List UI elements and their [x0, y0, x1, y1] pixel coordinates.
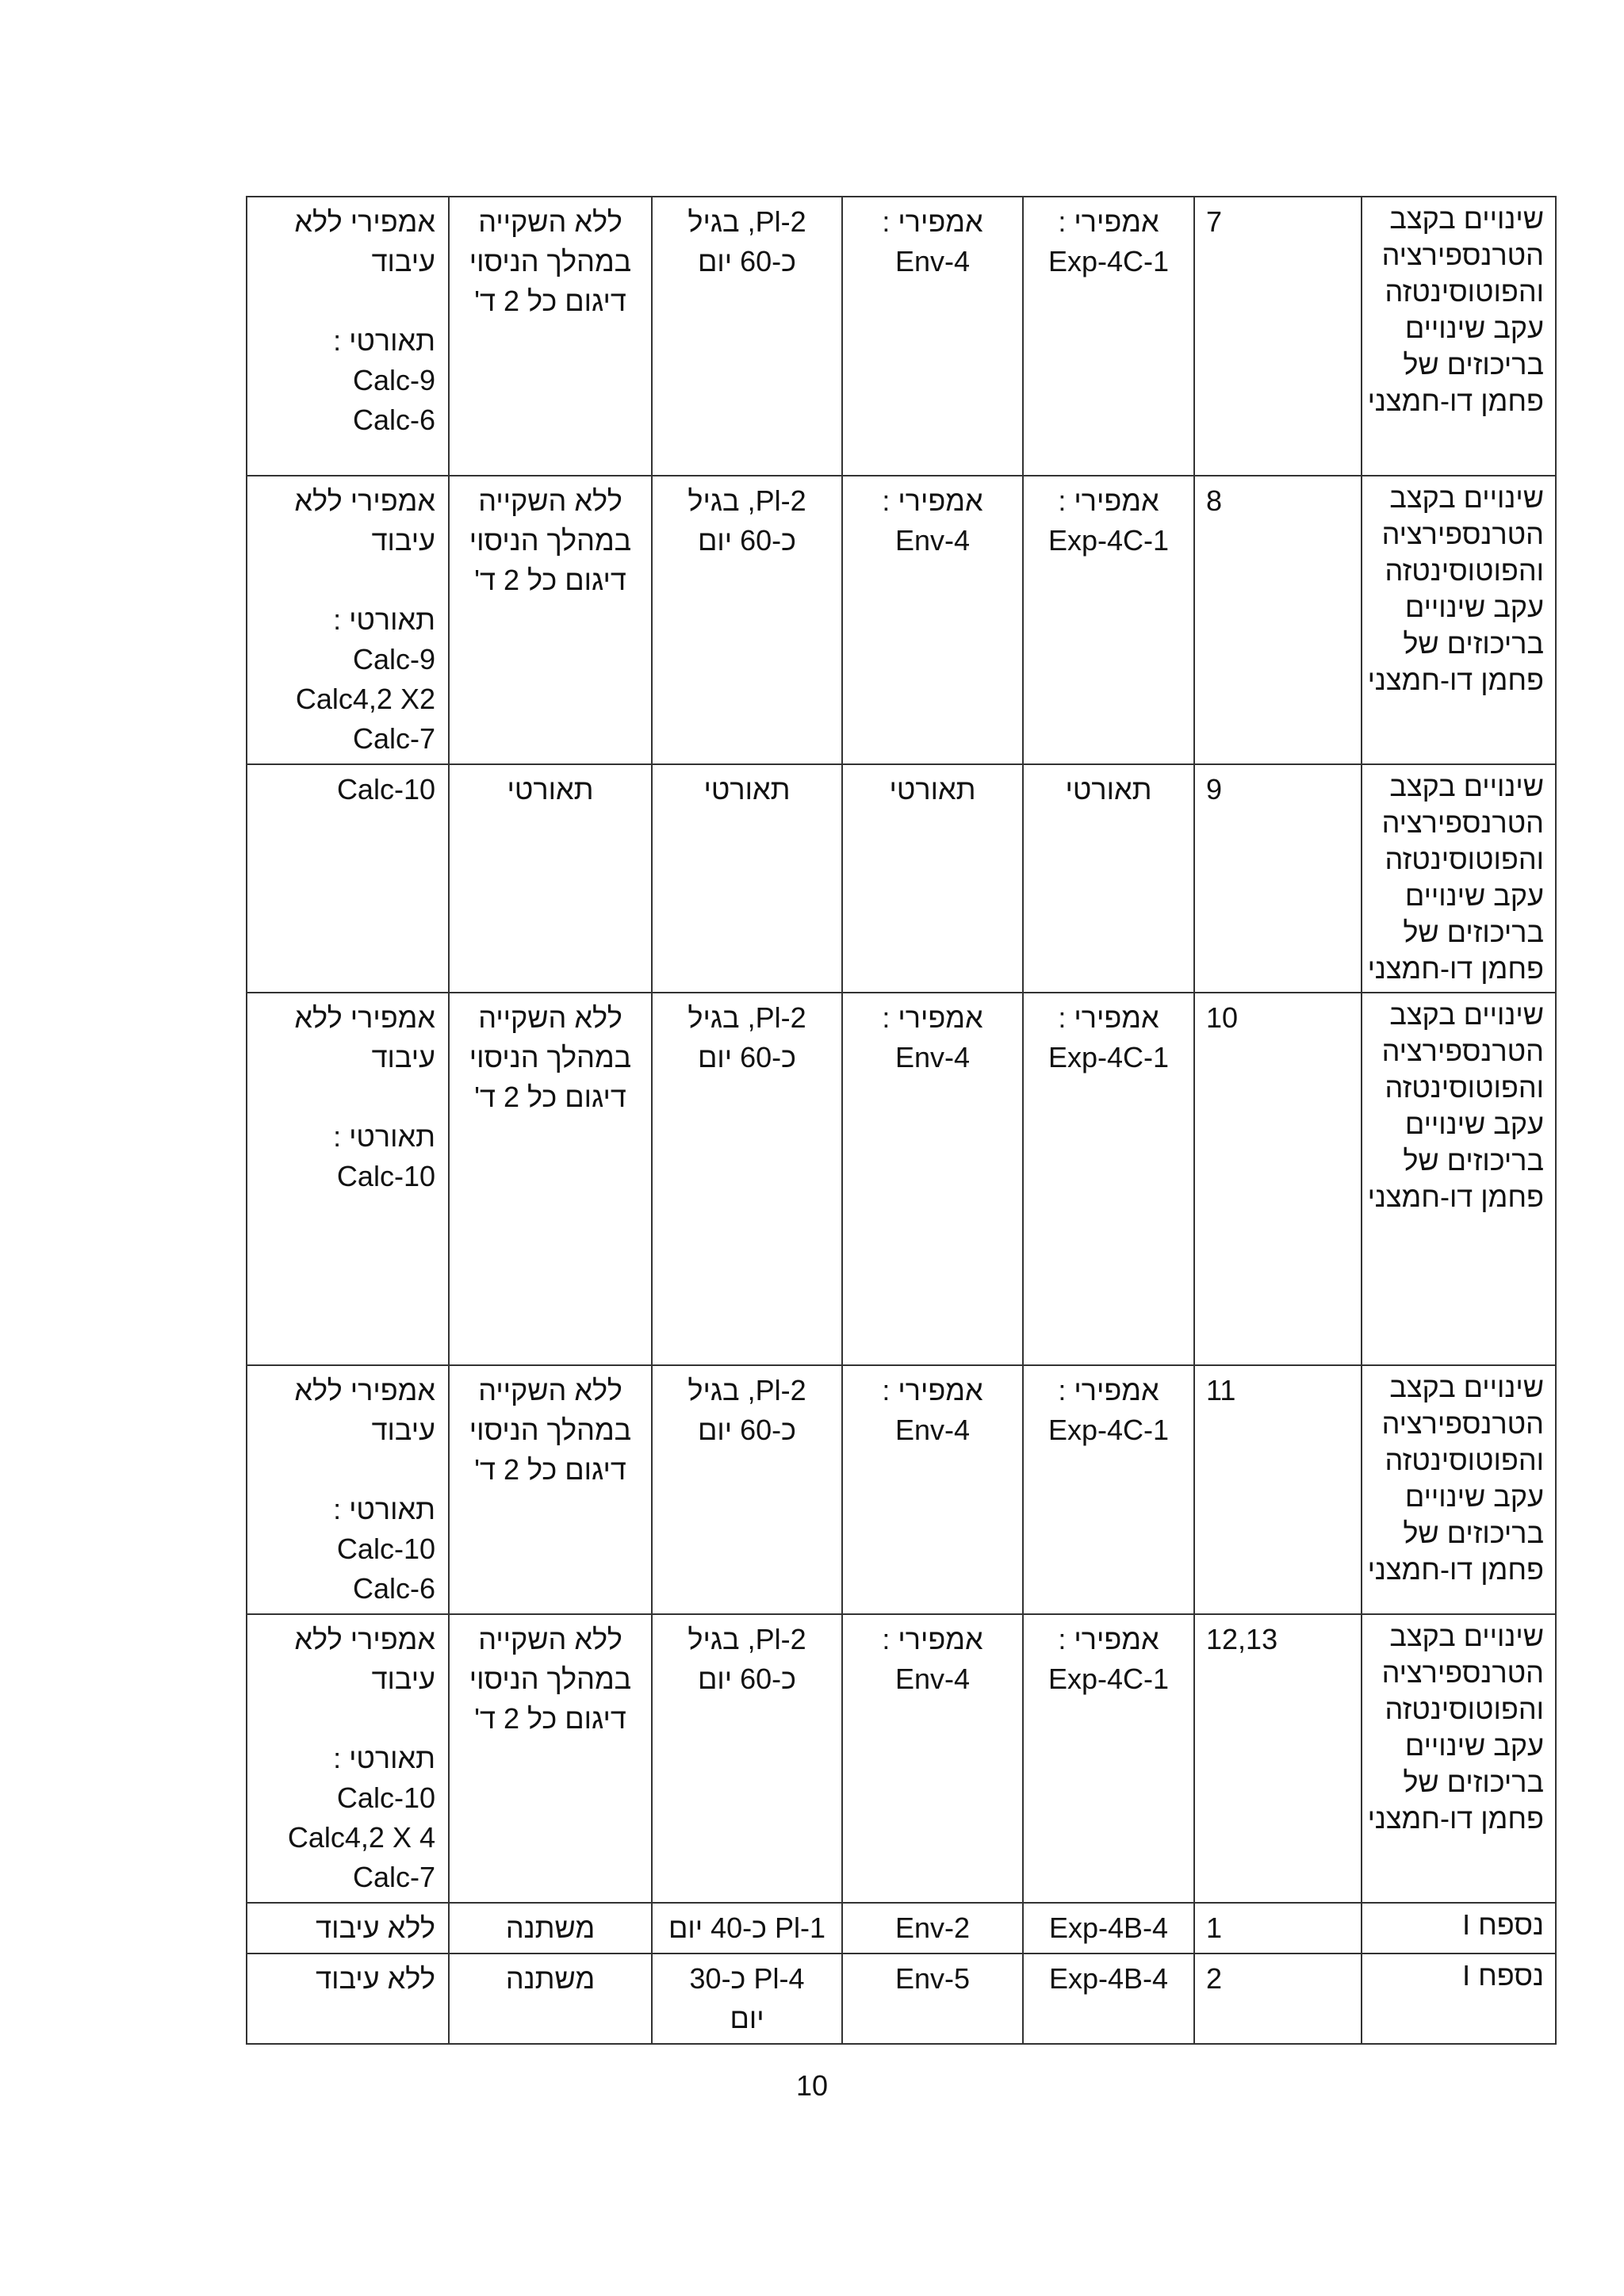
cell-line: עקב שינויים [1404, 1729, 1544, 1762]
cell-line: תאורטי : [333, 1120, 435, 1153]
cell-line: בריכוזים של [1403, 348, 1544, 381]
cell-line: 10 [1206, 1001, 1239, 1034]
processing-cell [247, 764, 449, 993]
environment-cell [842, 993, 1023, 1365]
cell-line: ללא עיבוד [316, 1911, 435, 1944]
cell-line: 10-Calc [336, 1533, 435, 1565]
environment-cell [842, 1954, 1023, 2044]
cell-line: Pl-2, בגיל [688, 1623, 806, 1655]
table-row [247, 993, 1556, 1365]
page-number: 10 [795, 2069, 829, 2102]
cell-line: Env-4 [894, 1663, 971, 1695]
cell-line: עקב שינויים [1404, 1108, 1544, 1140]
experiment-cell [1023, 1365, 1194, 1614]
cell-line: אמפירי ללא [294, 1374, 435, 1406]
processing-cell [247, 476, 449, 764]
cell-line: משתנה [505, 1911, 596, 1944]
watering-cell [449, 1365, 652, 1614]
cell-line: והפוטוסינטזה [1385, 554, 1544, 587]
cell-line: אמפירי : [882, 484, 983, 517]
processing-cell [247, 197, 449, 476]
cell-line: Pl-1 כ-40 יום [668, 1911, 826, 1944]
cell-spacer [259, 281, 435, 321]
plant-cell [652, 197, 842, 476]
cell-spacer [259, 1699, 435, 1739]
cell-line: דיגום כל 2 ד' [474, 564, 626, 596]
cell-line: ללא השקייה [478, 1374, 622, 1406]
cell-line: 1-Exp-4C [1048, 524, 1170, 557]
cell-line: הטרנספירציה [1381, 1656, 1544, 1689]
cell-line: נספח I [1462, 1959, 1544, 1992]
experiment-cell [1023, 1903, 1194, 1954]
cell-line: שינויים בקצב [1389, 770, 1544, 802]
cell-line: פחמן דו-חמצני [1367, 1802, 1544, 1835]
cell-line: משתנה [505, 1962, 596, 1995]
watering-cell [449, 476, 652, 764]
cell-line: 7 [1206, 205, 1223, 238]
cell-line: 8 [1206, 484, 1223, 517]
cell-line: Pl-2, בגיל [688, 484, 806, 517]
plant-cell [652, 476, 842, 764]
cell-line: בריכוזים של [1403, 916, 1544, 948]
cell-line: 10-Calc [336, 1160, 435, 1192]
experiments-table [246, 196, 1557, 2045]
cell-line: אמפירי ללא [294, 205, 435, 238]
cell-line: 10-Calc [336, 1781, 435, 1814]
cell-line: בריכוזים של [1403, 1766, 1544, 1798]
environment-cell [842, 476, 1023, 764]
cell-line: 2 [1206, 1962, 1223, 1995]
cell-line: Calc4,2 X2 [295, 683, 435, 715]
cell-line: והפוטוסינטזה [1385, 1444, 1544, 1476]
cell-line: Calc-6 [352, 1572, 435, 1605]
cell-spacer [259, 1450, 435, 1490]
cell-line: במהלך הניסוי [469, 1663, 632, 1695]
number-cell [1194, 1954, 1362, 2044]
plant-cell [652, 1365, 842, 1614]
cell-line: 1 [1206, 1911, 1223, 1944]
plant-cell [652, 1614, 842, 1903]
topic-cell [1362, 1954, 1556, 2044]
number-cell [1194, 197, 1362, 476]
cell-line: הטרנספירציה [1381, 239, 1544, 271]
cell-line: אמפירי ללא [294, 1001, 435, 1034]
cell-line: עיבוד [371, 1041, 435, 1073]
environment-cell [842, 1903, 1023, 1954]
cell-line: פחמן דו-חמצני [1367, 385, 1544, 417]
cell-line: עקב שינויים [1404, 879, 1544, 912]
cell-line: 12,13 [1206, 1623, 1278, 1655]
cell-line: פחמן דו-חמצני [1367, 1553, 1544, 1586]
cell-line: 9 [1206, 773, 1223, 806]
cell-line: כ-60 יום [697, 1414, 797, 1446]
cell-line: והפוטוסינטזה [1385, 1071, 1544, 1104]
cell-line: בריכוזים של [1403, 1144, 1544, 1177]
table-row [247, 1954, 1556, 2044]
cell-line: תאורטי : [333, 603, 435, 636]
cell-line: Env-4 [894, 524, 971, 557]
cell-line: Calc4,2 X 4 [287, 1821, 435, 1854]
cell-line: עיבוד [371, 1414, 435, 1446]
cell-line: עיבוד [371, 524, 435, 557]
environment-cell [842, 1614, 1023, 1903]
cell-line: כ-60 יום [697, 1041, 797, 1073]
number-cell [1194, 1365, 1362, 1614]
topic-cell [1362, 1614, 1556, 1903]
cell-line: ללא עיבוד [316, 1962, 435, 1995]
cell-line: Calc-10 [336, 773, 435, 806]
cell-line: במהלך הניסוי [469, 1414, 632, 1446]
cell-line: Pl-2, בגיל [688, 1001, 806, 1034]
cell-line: Env-2 [894, 1911, 971, 1944]
cell-line: כ-60 יום [697, 245, 797, 277]
plant-cell [652, 993, 842, 1365]
cell-line: עיבוד [371, 1663, 435, 1695]
cell-line: Pl-2, בגיל [688, 205, 806, 238]
table-row [247, 1903, 1556, 1954]
cell-line: כ-60 יום [697, 524, 797, 557]
number-cell [1194, 764, 1362, 993]
table-row [247, 197, 1556, 476]
cell-line: 1-Exp-4C [1048, 1414, 1170, 1446]
table-row [247, 476, 1556, 764]
cell-line: הטרנספירציה [1381, 806, 1544, 839]
cell-line: Calc-9 [352, 364, 435, 396]
cell-line: במהלך הניסוי [469, 245, 632, 277]
cell-line: דיגום כל 2 ד' [474, 1702, 626, 1735]
number-cell [1194, 1903, 1362, 1954]
cell-line: שינויים בקצב [1389, 998, 1544, 1031]
cell-line: שינויים בקצב [1389, 1620, 1544, 1652]
cell-line: Calc-7 [352, 722, 435, 755]
cell-line: אמפירי : [1058, 1623, 1159, 1655]
cell-line: אמפירי : [882, 1374, 983, 1406]
cell-line: Env-4 [894, 1414, 971, 1446]
table-row [247, 1614, 1556, 1903]
number-cell [1194, 993, 1362, 1365]
cell-line: אמפירי : [882, 1623, 983, 1655]
processing-cell [247, 1903, 449, 1954]
cell-line: Pl-2, בגיל [688, 1374, 806, 1406]
cell-line: בריכוזים של [1403, 1517, 1544, 1549]
cell-line: במהלך הניסוי [469, 524, 632, 557]
cell-line: ללא השקייה [478, 1001, 622, 1034]
cell-line: עקב שינויים [1404, 1480, 1544, 1513]
cell-line: עקב שינויים [1404, 591, 1544, 623]
watering-cell [449, 1614, 652, 1903]
cell-line: בריכוזים של [1403, 627, 1544, 660]
cell-line: Env-4 [894, 245, 971, 277]
cell-line: שינויים בקצב [1389, 481, 1544, 514]
cell-line: Exp-4B-4 [1048, 1962, 1169, 1995]
cell-line: נספח I [1462, 1908, 1544, 1941]
experiment-cell [1023, 764, 1194, 993]
cell-line: אמפירי : [1058, 205, 1159, 238]
cell-line: והפוטוסינטזה [1385, 843, 1544, 875]
cell-line: יום [730, 2002, 764, 2034]
experiment-cell [1023, 197, 1194, 476]
cell-line: דיגום כל 2 ד' [474, 1453, 626, 1486]
plant-cell [652, 1903, 842, 1954]
cell-line: Calc-6 [352, 404, 435, 436]
experiment-cell [1023, 993, 1194, 1365]
watering-cell [449, 197, 652, 476]
cell-line: Exp-4B-4 [1048, 1911, 1169, 1944]
cell-line: 1-Exp-4C [1048, 1041, 1170, 1073]
plant-cell [652, 1954, 842, 2044]
topic-cell [1362, 1365, 1556, 1614]
cell-line: אמפירי ללא [294, 484, 435, 517]
processing-cell [247, 993, 449, 1365]
topic-cell [1362, 764, 1556, 993]
number-cell [1194, 1614, 1362, 1903]
cell-line: 1-Exp-4C [1048, 1663, 1170, 1695]
cell-spacer [259, 1077, 435, 1117]
cell-line: במהלך הניסוי [469, 1041, 632, 1073]
cell-line: תאורטי : [333, 324, 435, 357]
cell-line: אמפירי : [1058, 1001, 1159, 1034]
cell-line: תאורטי [507, 773, 594, 806]
topic-cell [1362, 993, 1556, 1365]
topic-cell [1362, 1903, 1556, 1954]
cell-line: אמפירי : [1058, 1374, 1159, 1406]
cell-line: הטרנספירציה [1381, 518, 1544, 550]
environment-cell [842, 764, 1023, 993]
cell-line: תאורטי [703, 773, 791, 806]
cell-line: ללא השקייה [478, 205, 622, 238]
cell-line: 11 [1206, 1374, 1236, 1406]
topic-cell [1362, 476, 1556, 764]
topic-cell [1362, 197, 1556, 476]
experiment-cell [1023, 476, 1194, 764]
cell-line: תאורטי : [333, 1493, 435, 1525]
cell-line: תאורטי [1065, 773, 1152, 806]
cell-line: ללא השקייה [478, 1623, 622, 1655]
cell-line: תאורטי [889, 773, 976, 806]
cell-line: אמפירי : [882, 1001, 983, 1034]
processing-cell [247, 1365, 449, 1614]
cell-line: שינויים בקצב [1389, 202, 1544, 235]
watering-cell [449, 764, 652, 993]
cell-line: שינויים בקצב [1389, 1371, 1544, 1403]
experiment-cell [1023, 1614, 1194, 1903]
cell-line: 1-Exp-4C [1048, 245, 1170, 277]
experiment-cell [1023, 1954, 1194, 2044]
cell-line: ללא השקייה [478, 484, 622, 517]
environment-cell [842, 197, 1023, 476]
cell-line: אמפירי : [882, 205, 983, 238]
environment-cell [842, 1365, 1023, 1614]
cell-line: אמפירי ללא [294, 1623, 435, 1655]
processing-cell [247, 1614, 449, 1903]
watering-cell [449, 993, 652, 1365]
cell-line: הטרנספירציה [1381, 1407, 1544, 1440]
cell-line: Calc-9 [352, 643, 435, 675]
cell-spacer [259, 561, 435, 600]
cell-line: Pl-4 כ-30 [689, 1962, 805, 1995]
watering-cell [449, 1954, 652, 2044]
cell-line: הטרנספירציה [1381, 1035, 1544, 1067]
table-row [247, 1365, 1556, 1614]
cell-line: כ-60 יום [697, 1663, 797, 1695]
watering-cell [449, 1903, 652, 1954]
cell-line: פחמן דו-חמצני [1367, 664, 1544, 696]
cell-line: והפוטוסינטזה [1385, 275, 1544, 308]
processing-cell [247, 1954, 449, 2044]
cell-line: תאורטי : [333, 1742, 435, 1774]
cell-line: עיבוד [371, 245, 435, 277]
cell-line: דיגום כל 2 ד' [474, 1081, 626, 1113]
cell-line: עקב שינויים [1404, 312, 1544, 344]
cell-line: אמפירי : [1058, 484, 1159, 517]
cell-line: והפוטוסינטזה [1385, 1693, 1544, 1725]
cell-line: דיגום כל 2 ד' [474, 285, 626, 317]
table-row [247, 764, 1556, 993]
number-cell [1194, 476, 1362, 764]
cell-line: Env-5 [894, 1962, 971, 1995]
plant-cell [652, 764, 842, 993]
cell-line: פחמן דו-חמצני [1367, 1181, 1544, 1213]
cell-line: Calc-7 [352, 1861, 435, 1893]
cell-line: Env-4 [894, 1041, 971, 1073]
cell-line: פחמן דו-חמצני [1367, 952, 1544, 985]
